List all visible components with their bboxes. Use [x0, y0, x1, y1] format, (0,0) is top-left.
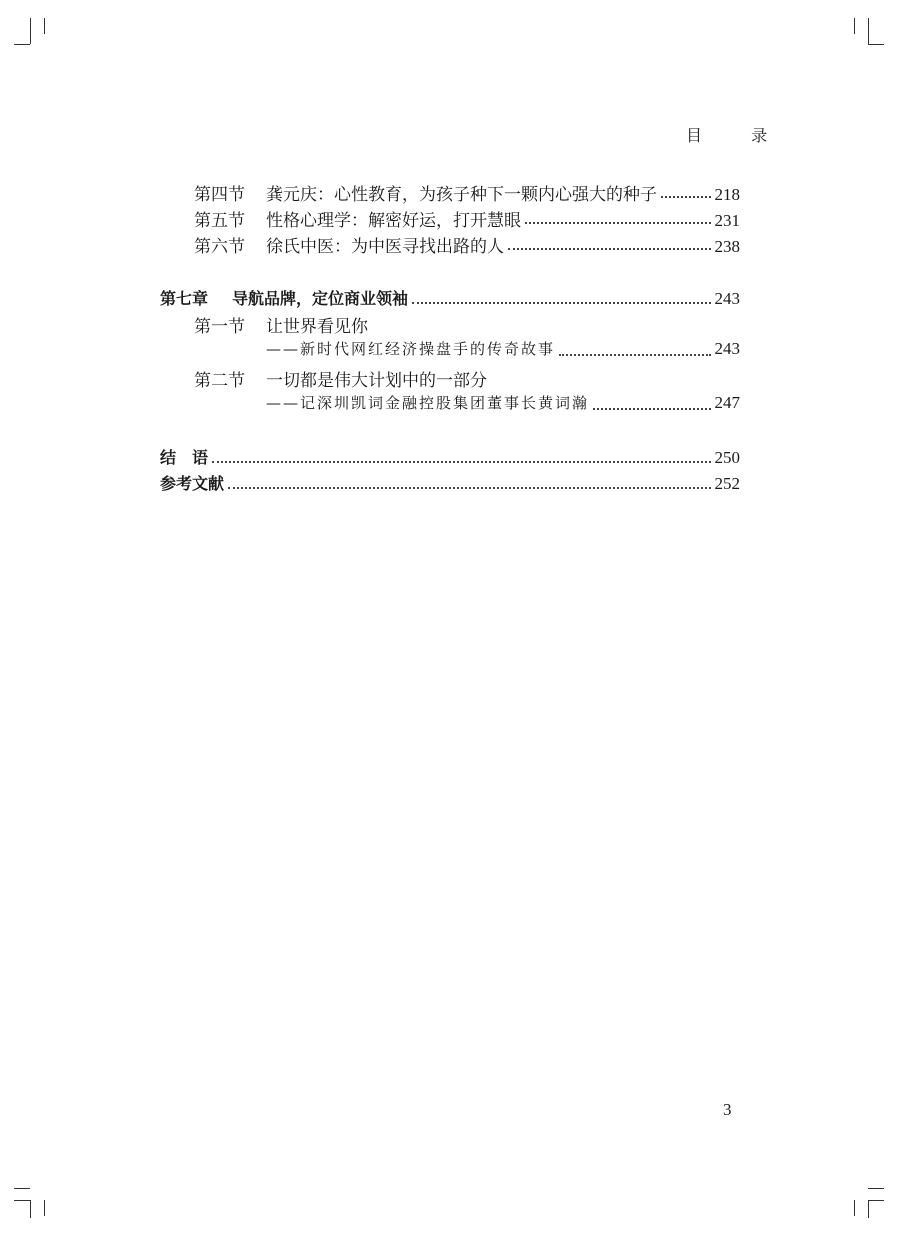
- leader-dots: [212, 460, 710, 463]
- toc-entry-conclusion[interactable]: [160, 445, 740, 471]
- toc-entry-section-6[interactable]: [194, 232, 740, 258]
- page-ref: 218: [714, 185, 740, 204]
- page-ref: 252: [714, 474, 740, 493]
- crop-mark-bl-v2: [44, 1200, 45, 1216]
- section-title: 徐氏中医：为中医寻找出路的人: [266, 237, 504, 257]
- toc-entry-ch7-section-1[interactable]: [194, 312, 368, 337]
- conclusion-title: 结 语: [160, 448, 209, 467]
- toc-entry-ch7-section-2[interactable]: [194, 366, 487, 391]
- toc-entry-section-4[interactable]: [194, 180, 740, 206]
- leader-dots: [525, 221, 711, 224]
- page-ref: 231: [714, 211, 740, 230]
- toc-entry-section-5[interactable]: [194, 206, 740, 232]
- running-header: 目 录: [686, 126, 790, 145]
- toc-entry-chapter-7[interactable]: [160, 286, 740, 312]
- leader-dots: [559, 353, 710, 356]
- crop-mark-tr-v2: [854, 18, 855, 34]
- crop-mark-br-h: [868, 1188, 884, 1189]
- leader-dots: [508, 247, 711, 250]
- section-label: 第五节: [194, 211, 245, 231]
- crop-mark-tr-h: [868, 44, 884, 45]
- leader-dots: [412, 301, 710, 304]
- crop-mark-br-h2: [868, 1200, 884, 1201]
- section-label: 第一节: [194, 317, 245, 337]
- crop-mark-br-v2: [854, 1200, 855, 1216]
- crop-mark-bl-h: [14, 1188, 30, 1189]
- section-label: 第六节: [194, 237, 245, 257]
- section-label: 第四节: [194, 185, 245, 205]
- leader-dots: [661, 195, 711, 198]
- leader-dots: [228, 486, 710, 489]
- page-ref: 247: [714, 393, 740, 412]
- page-ref: 243: [714, 289, 740, 308]
- chapter-label: 第七章: [160, 289, 209, 308]
- section-title: 性格心理学：解密好运，打开慧眼: [266, 211, 521, 231]
- section-label: 第二节: [194, 371, 245, 391]
- section-subtitle: ——记深圳凯词金融控股集团董事长黄词瀚: [266, 394, 590, 412]
- chapter-title: 导航品牌，定位商业领袖: [232, 289, 409, 308]
- crop-mark-br-v: [868, 1200, 869, 1218]
- page-ref: 250: [714, 448, 740, 467]
- section-title: 一切都是伟大计划中的一部分: [266, 371, 487, 391]
- crop-mark-tr-v: [868, 18, 869, 44]
- toc-entry-ch7-section-2-subtitle[interactable]: [266, 392, 740, 418]
- crop-mark-tl-v: [30, 18, 31, 44]
- crop-mark-tl-v2: [44, 18, 45, 34]
- page-ref: 238: [714, 237, 740, 256]
- toc-entry-ch7-section-1-subtitle[interactable]: [266, 338, 740, 364]
- page-ref: 243: [714, 339, 740, 358]
- section-title: 龚元庆：心性教育，为孩子种下一颗内心强大的种子: [266, 185, 657, 205]
- crop-mark-tl-h: [14, 44, 30, 45]
- section-subtitle: ——新时代网红经济操盘手的传奇故事: [266, 340, 556, 358]
- toc-entry-references[interactable]: [160, 471, 740, 497]
- crop-mark-bl-v: [30, 1200, 31, 1218]
- references-title: 参考文献: [160, 474, 225, 493]
- section-title: 让世界看见你: [266, 317, 368, 337]
- page-number: 3: [723, 1100, 732, 1119]
- crop-mark-bl-h2: [14, 1200, 30, 1201]
- leader-dots: [593, 407, 710, 410]
